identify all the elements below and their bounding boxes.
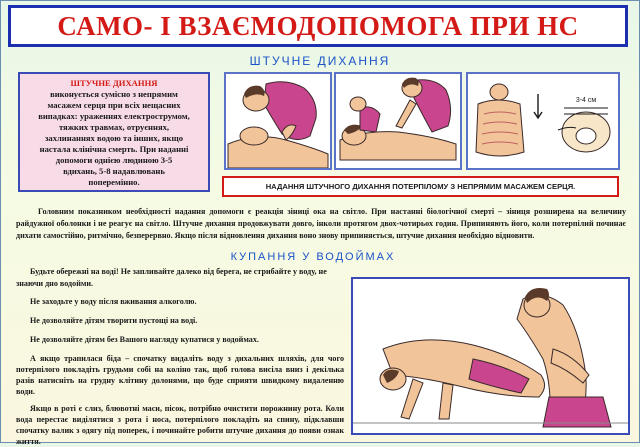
- poster-title: САМО- І ВЗАЄМОДОПОМОГА ПРИ НС: [57, 10, 579, 41]
- info-box-line: настала клінічна смерть. При наданні: [39, 144, 189, 154]
- illustration-cpr: [334, 72, 462, 170]
- info-box-line: випадках: ураженнях електрострумом,: [38, 111, 190, 121]
- illustration-water-removal: [351, 277, 630, 435]
- rule-item: Будьте обережні на воді! Не запливайте далеко від берега, не стрибайте у воду, не знаючи дно водойми.: [16, 267, 327, 288]
- rule-item: Не дозволяйте дітям творити пустощі на воді.: [30, 316, 198, 325]
- info-box-artificial-breathing: [18, 72, 210, 192]
- info-box-line: масажем серця при всіх нещасних: [47, 100, 181, 110]
- poster-title-bar: [8, 5, 628, 47]
- info-box-line: виконується сумісно з непрямим: [50, 89, 178, 99]
- info-box-line: тяжких травмах, отруєннях,: [58, 122, 170, 132]
- info-box-line: поперемінно.: [88, 177, 140, 187]
- info-box-line: захлинаннях водою та інших, якщо: [44, 133, 184, 143]
- illustration-mouth-to-mouth: [224, 72, 332, 170]
- rule-item: Якщо в роті є слиз, блювотні маси, пісок, потрібно очистити порожнину рота. Коли вода перестає виділятися з рота і носа, потерпілого покладіть на спину, підклавши спочатку валик з одягу під поперек, і починайте робити штучне дихання до появи ознак життя.: [16, 404, 344, 446]
- chest-compression-diagram: [468, 74, 618, 168]
- rule-item: А якщо трапилася біда – спочатку видаліть воду з дихальних шляхів, для чого потерпілого покладіть грудьми собі на коліно так, щоб голова висіла вниз і декілька разів натисніть на грудну клітину долонями, що буде сприяти швидкому видаленню води.: [16, 354, 344, 396]
- illustration-chest-compression-diagram: [466, 72, 620, 170]
- info-box-line: вдихань, 5-8 надавлювань: [63, 166, 165, 176]
- cpr-figure: [336, 74, 460, 168]
- info-box-heading: ШТУЧНЕ ДИХАННЯ: [70, 78, 158, 88]
- water-removal-figure: [353, 279, 628, 433]
- illustration-caption: НАДАННЯ ШТУЧНОГО ДИХАННЯ ПОТЕРПІЛОМУ З НЕПРЯМИМ МАСАЖЕМ СЕРЦЯ.: [222, 176, 619, 197]
- bathing-rules: [16, 266, 344, 447]
- compression-depth-label: 3-4 см: [575, 97, 597, 104]
- section-heading-bathing: КУПАННЯ У ВОДОЙМАХ: [230, 251, 396, 263]
- rule-item: Не дозволяйте дітям без Вашого нагляду купатися у водоймах.: [30, 335, 259, 344]
- section-heading-artificial-breathing: ШТУЧНЕ ДИХАННЯ: [249, 54, 391, 68]
- rule-item: Не заходьте у воду після вживання алкоголю.: [30, 297, 197, 306]
- mouth-to-mouth-figure: [226, 74, 330, 168]
- info-box-line: допомоги однією людиною 3-5: [55, 155, 173, 165]
- main-paragraph: Головним показником необхідності надання допомоги є реакція зіниці ока на світло. При настанні біологічної смерті – зіниця розширена на величину райдужної оболонки і не реагує на світло. Штучне дихання продовжувати довго, інколи протягом двох-чотирьох годин. Припиняють його, коли потерпілий починає дихати самостійно, ритмічно, безперервно. Якщо після відновлення дихання воно знову припиняється, штучне дихання необхідно відновити.: [16, 207, 626, 240]
